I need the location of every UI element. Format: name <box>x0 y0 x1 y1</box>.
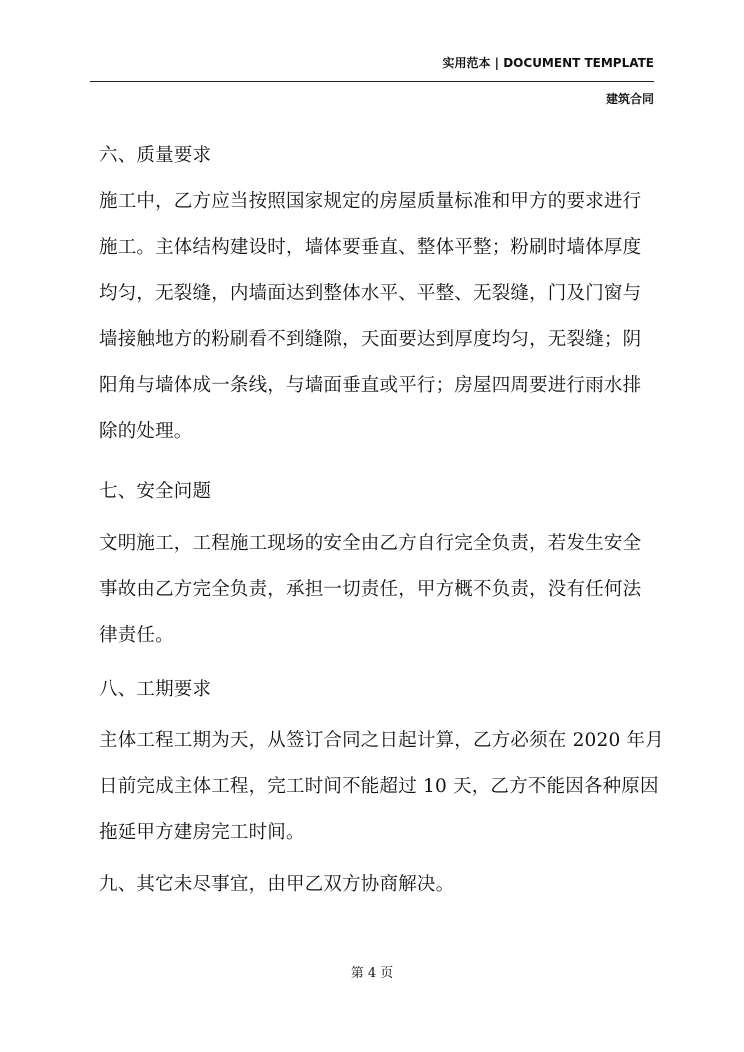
paragraph-line: 墙接触地方的粉刷看不到缝隙，天面要达到厚度均匀，无裂缝；阴 <box>99 329 642 350</box>
section-heading-other: 九、其它未尽事宜，由甲乙双方协商解决。 <box>99 874 455 895</box>
section-heading-safety: 七、安全问题 <box>99 481 212 502</box>
section-heading-schedule: 八、工期要求 <box>99 679 212 700</box>
paragraph-line: 阳角与墙体成一条线，与墙面垂直或平行；房屋四周要进行雨水排 <box>99 375 642 396</box>
paragraph-line: 均匀，无裂缝，内墙面达到整体水平、平整、无裂缝，门及门窗与 <box>99 283 642 304</box>
document-header-title: 实用范本 | DOCUMENT TEMPLATE <box>442 56 654 70</box>
paragraph-line: 施工中，乙方应当按照国家规定的房屋质量标准和甲方的要求进行 <box>99 191 642 212</box>
paragraph-line: 施工。主体结构建设时，墙体要垂直、整体平整；粉刷时墙体厚度 <box>99 237 642 258</box>
paragraph-line: 日前完成主体工程，完工时间不能超过 10 天，乙方不能因各种原因 <box>99 776 659 797</box>
paragraph-line: 主体工程工期为天，从签订合同之日起计算，乙方必须在 2020 年月 <box>99 730 664 751</box>
paragraph-line: 拖延甲方建房完工时间。 <box>99 822 305 843</box>
paragraph-line: 事故由乙方完全负责，承担一切责任，甲方概不负责，没有任何法 <box>99 579 642 600</box>
section-heading-quality: 六、质量要求 <box>99 145 212 166</box>
paragraph-line: 文明施工，工程施工现场的安全由乙方自行完全负责，若发生安全 <box>99 533 642 554</box>
paragraph-line: 律责任。 <box>99 625 174 646</box>
page-number: 第 4 页 <box>350 966 394 981</box>
document-header-category: 建筑合同 <box>605 92 654 106</box>
header-divider <box>90 81 654 82</box>
paragraph-line: 除的处理。 <box>99 421 193 442</box>
